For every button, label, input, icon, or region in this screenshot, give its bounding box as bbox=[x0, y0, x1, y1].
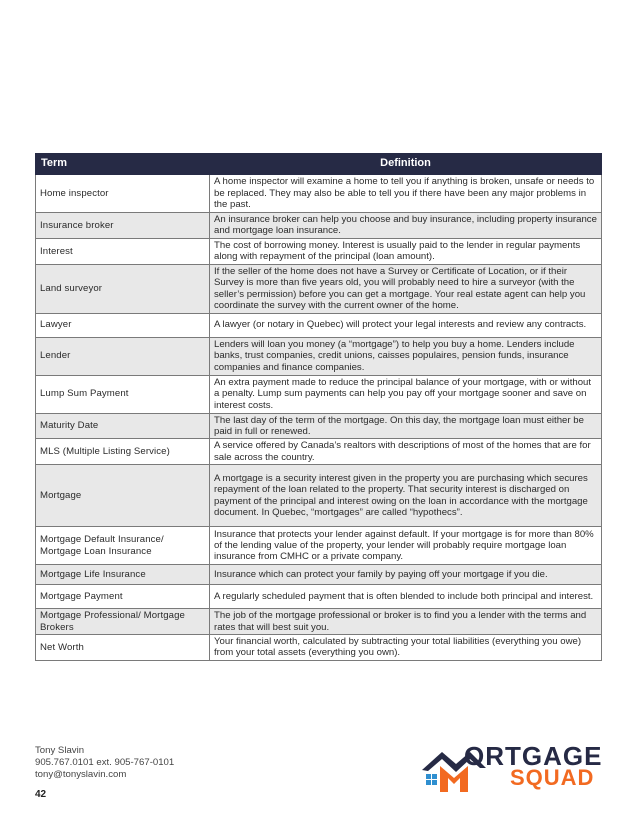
term-cell: Lender bbox=[36, 337, 210, 375]
table-row bbox=[36, 175, 602, 213]
glossary-table bbox=[35, 153, 602, 661]
term-column-header: Term bbox=[36, 154, 210, 175]
term-cell: Interest bbox=[36, 238, 210, 264]
definition-column-header: Definition bbox=[210, 154, 602, 175]
table-row bbox=[36, 213, 602, 239]
definition-cell: The last day of the term of the mortgage. On this day, the mortgage loan must either be paid in full or renewed. bbox=[210, 413, 602, 439]
page-number: 42 bbox=[35, 789, 47, 800]
contact-name: Tony Slavin bbox=[35, 745, 85, 756]
definition-cell: If the seller of the home does not have a Survey or Certificate of Location, or if their Survey is more than five years old, you will probably need to hire a surveyor (with the seller’s permission) before you can get a mortgage. Your real estate agent can help you coordinate the survey with the current owner of the home. bbox=[210, 264, 602, 313]
term-cell: Maturity Date bbox=[36, 413, 210, 439]
table-row bbox=[36, 264, 602, 313]
term-cell: Land surveyor bbox=[36, 264, 210, 313]
contact-email: tony@tonyslavin.com bbox=[35, 769, 127, 780]
term-cell: Insurance broker bbox=[36, 213, 210, 239]
definition-cell: An insurance broker can help you choose and buy insurance, including property insurance and mortgage loan insurance. bbox=[210, 213, 602, 239]
definition-cell: Insurance that protects your lender against default. If your mortgage is for more than 80% of the lending value of the property, your lender will probably require mortgage loan insurance from CMHC or a private company. bbox=[210, 527, 602, 565]
logo-text-mortgage: ORTGAGE bbox=[464, 741, 603, 771]
definition-cell: Insurance which can protect your family by paying off your mortgage if you die. bbox=[210, 565, 602, 585]
term-cell: Mortgage Life Insurance bbox=[36, 565, 210, 585]
definition-cell: A service offered by Canada’s realtors with descriptions of most of the homes that are for sale across the country. bbox=[210, 439, 602, 465]
definition-cell: Lenders will loan you money (a “mortgage”) to help you buy a home. Lenders include banks, trust companies, credit unions, caisses populaires, pension funds, insurance companies and finance companies. bbox=[210, 337, 602, 375]
table-row bbox=[36, 313, 602, 337]
table-header-row bbox=[36, 154, 602, 175]
mortgage-squad-logo bbox=[420, 742, 606, 792]
term-cell: Mortgage Professional/ Mortgage Brokers bbox=[36, 609, 210, 635]
table-row bbox=[36, 375, 602, 413]
table-row bbox=[36, 527, 602, 565]
term-cell: Lawyer bbox=[36, 313, 210, 337]
term-cell: Lump Sum Payment bbox=[36, 375, 210, 413]
definition-cell: A home inspector will examine a home to tell you if anything is broken, unsafe or needs to be replaced. They may also be able to tell you if there have been any major problems in the past. bbox=[210, 175, 602, 213]
term-cell: MLS (Multiple Listing Service) bbox=[36, 439, 210, 465]
definition-cell: The cost of borrowing money. Interest is usually paid to the lender in regular payments along with repayment of the principal (loan amount). bbox=[210, 238, 602, 264]
definition-cell: A mortgage is a security interest given in the property you are purchasing which secures repayment of the loan related to the property. That security interest is discharged on payment of the principal and interest owing on the loan in accordance with the mortgage document. In Quebec, “mortgages” are called “hypothecs”. bbox=[210, 465, 602, 527]
definition-cell: The job of the mortgage professional or broker is to find you a lender with the terms and rates that will best suit you. bbox=[210, 609, 602, 635]
term-cell: Mortgage Payment bbox=[36, 585, 210, 609]
glossary-body bbox=[36, 175, 602, 661]
definition-cell: Your financial worth, calculated by subtracting your total liabilities (everything you owe) from your total assets (everything you own). bbox=[210, 635, 602, 661]
table-row bbox=[36, 465, 602, 527]
contact-info bbox=[35, 745, 174, 781]
definition-cell: A lawyer (or notary in Quebec) will protect your legal interests and review any contracts. bbox=[210, 313, 602, 337]
term-cell: Net Worth bbox=[36, 635, 210, 661]
term-cell: Home inspector bbox=[36, 175, 210, 213]
table-row bbox=[36, 439, 602, 465]
table-row bbox=[36, 337, 602, 375]
definition-cell: A regularly scheduled payment that is often blended to include both principal and interest. bbox=[210, 585, 602, 609]
term-cell: Mortgage Default Insurance/ Mortgage Loan Insurance bbox=[36, 527, 210, 565]
table-row bbox=[36, 413, 602, 439]
contact-phone: 905.767.0101 ext. 905-767-0101 bbox=[35, 757, 175, 768]
definition-cell: An extra payment made to reduce the principal balance of your mortgage, with or without a penalty. Lump sum payments can help you pay off your mortgage sooner and save on interest costs. bbox=[210, 375, 602, 413]
term-cell: Mortgage bbox=[36, 465, 210, 527]
table-row bbox=[36, 635, 602, 661]
logo-text-squad: SQUAD bbox=[510, 765, 595, 790]
table-row bbox=[36, 565, 602, 585]
table-row bbox=[36, 585, 602, 609]
table-row bbox=[36, 238, 602, 264]
table-row bbox=[36, 609, 602, 635]
